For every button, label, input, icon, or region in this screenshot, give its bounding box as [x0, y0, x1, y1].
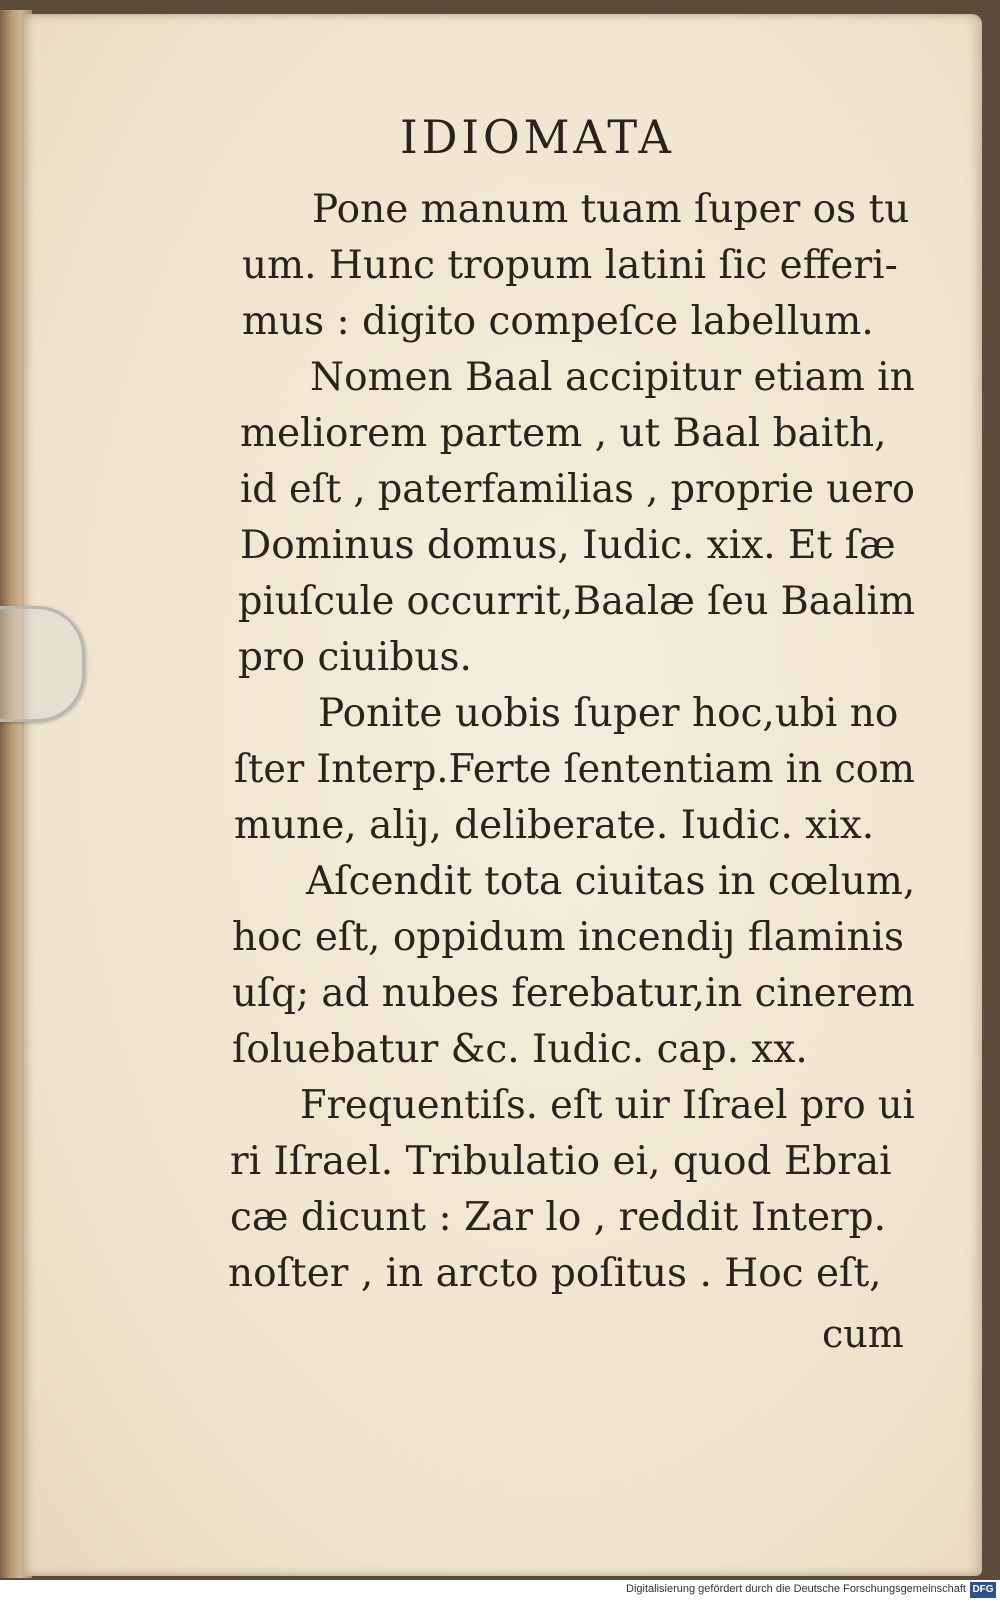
text-line: ſter Interp.Ferte ſententiam in com: [234, 747, 915, 792]
text-line: mus : digito compeſce labellum.: [242, 299, 874, 344]
dfg-logo-icon: DFG: [970, 1582, 996, 1598]
text-line: mune, aliȷ, deliberate. Iudic. xix.: [234, 803, 875, 848]
text-line: Pone manum tuam ſuper os tu: [312, 187, 910, 232]
text-line: um. Hunc tropum latini ſic efferi-: [242, 243, 898, 288]
text-line: piuſcule occurrit,Baalæ ſeu Baalim: [238, 579, 916, 624]
text-line: uſq; ad nubes ferebatur,in cinerem: [232, 971, 915, 1016]
text-line: Aſcendit tota ciuitas in cœlum,: [306, 859, 916, 904]
text-line: ſoluebatur &c. Iudic. cap. xx.: [232, 1027, 808, 1072]
text-line: Nomen Baal accipitur etiam in: [310, 355, 915, 400]
text-line: id eſt , paterfamilias , proprie uero: [240, 467, 915, 512]
text-line: meliorem partem , ut Baal baith,: [240, 411, 887, 456]
running-head: IDIOMATA: [400, 110, 675, 164]
text-line: ri Iſrael. Tribulatio ei, quod Ebrai: [230, 1139, 892, 1184]
catchword: cum: [822, 1312, 904, 1356]
text-line: cæ dicunt : Zar lo , reddit Interp.: [230, 1195, 887, 1240]
text-line: noſter , in arcto poſitus . Hoc eſt,: [228, 1251, 882, 1296]
footer-credit: Digitalisierung gefördert durch die Deutsche Forschungsgemeinschaft: [626, 1583, 966, 1595]
text-line: Dominus domus, Iudic. xix. Et ſæ: [240, 523, 896, 568]
text-line: hoc eſt, oppidum incendiȷ flaminis: [232, 915, 905, 960]
text-line: Frequentiſs. eſt uir Iſrael pro ui: [300, 1083, 915, 1128]
text-line: pro ciuibus.: [238, 635, 472, 680]
text-line: Ponite uobis ſuper hoc,ubi no: [318, 691, 899, 736]
page-clip: [0, 606, 85, 722]
